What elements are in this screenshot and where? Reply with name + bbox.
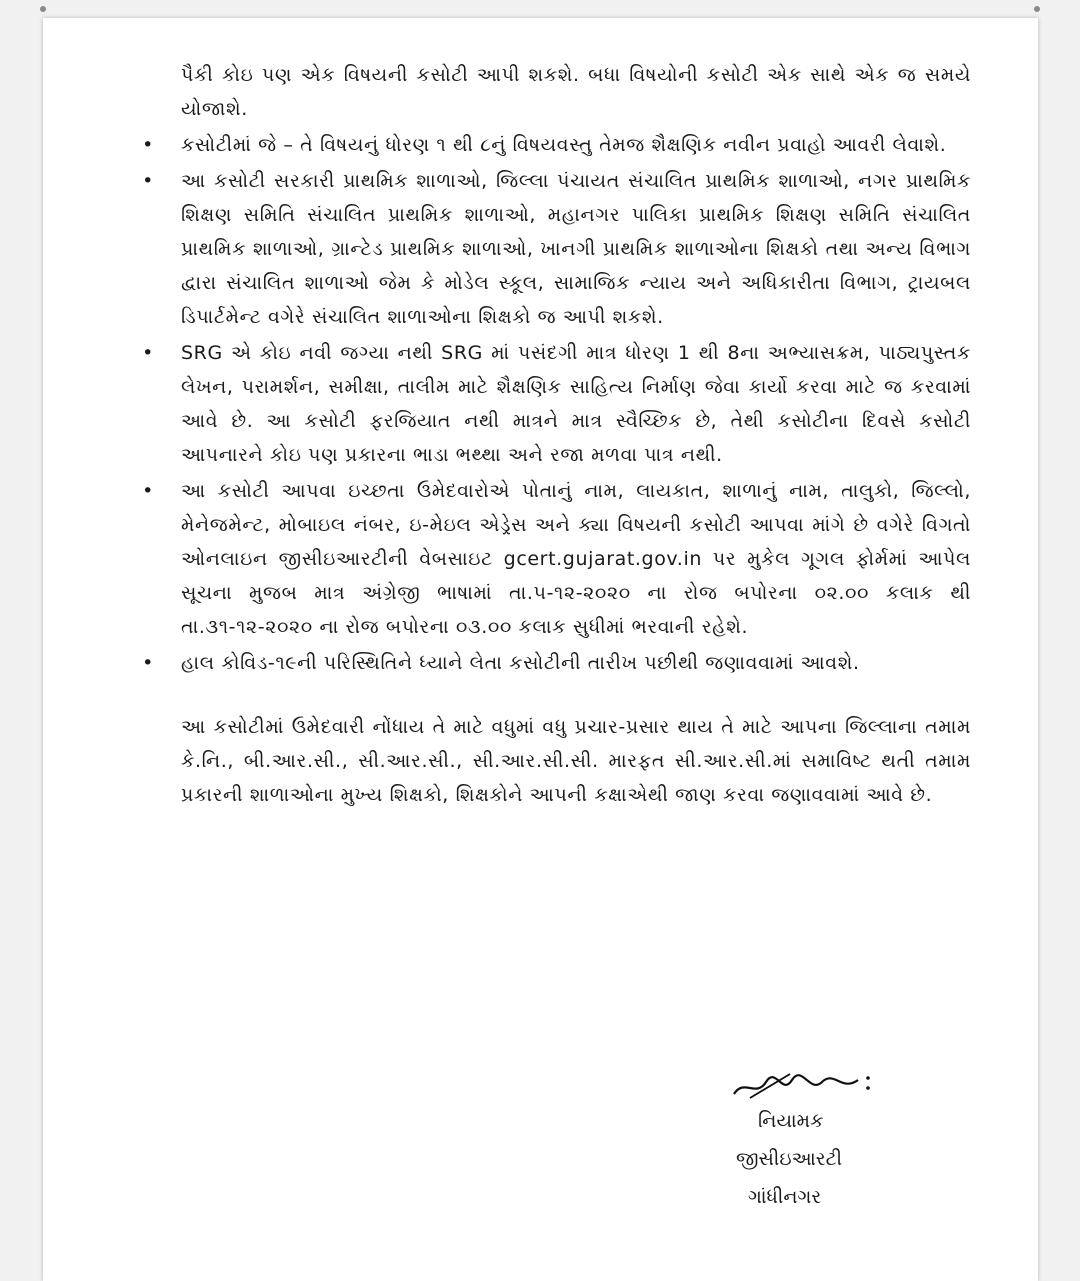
bullet-icon: • (142, 652, 154, 674)
list-item-text: આ કસોટી આપવા ઇચ્છતા ઉમેદવારોએ પોતાનું નામ, લાયકાત, શાળાનું નામ, તાલુકો, જિલ્લો, મેનેજમેન્ટ, મોબાઇલ નંબર, ઇ-મેઇલ એડ્રેસ અને ક્યા વિષયની કસોટી આપવા માંગે છે વગેરે વિગતો ઓનલાઇન જીસીઇઆરટીની વેબસાઇટ gcert.gujarat.gov.in પર મુકેલ ગૂગલ ફોર્મમાં આપેલ સૂચના મુજબ માત્ર અંગ્રેજી ભાષામાં તા.૫-૧૨-૨૦૨૦ ના રોજ બપોરના ૦૨.૦૦ કલાક થી તા.૩૧-૧૨-૨૦૨૦ ના રોજ બપોરના ૦૩.૦૦ કલાક સુધીમાં ભરવાની રહેશે. (181, 480, 971, 638)
document-body (142, 58, 971, 831)
bullet-icon: • (142, 170, 154, 192)
signature-block (730, 1068, 950, 1216)
bullet-icon: • (142, 134, 154, 156)
signatory-title: નિયામક (758, 1110, 824, 1132)
signature-scribble-icon (730, 1068, 880, 1102)
bullet-list (142, 128, 971, 680)
list-item (142, 646, 971, 680)
top-bar (0, 0, 1080, 18)
closing-paragraph: આ કસોટીમાં ઉમેદવારી નોંધાય તે માટે વધુમાં વધુ પ્રચાર-પ્રસાર થાય તે માટે આપના જિલ્લાના તમામ કે.નિ., બી.આર.સી., સી.આર.સી., સી.આર.સી.સી. મારફત સી.આર.સી.માં સમાવિષ્ટ થતી તમામ પ્રકારની શાળાઓના મુખ્ય શિક્ષકો, શિક્ષકોને આપની કક્ષાએથી જાણ કરવા જણાવવામાં આવે છે. (181, 716, 971, 806)
list-item (142, 164, 971, 334)
status-dot (1034, 6, 1040, 12)
list-item-text: આ કસોટી સરકારી પ્રાથમિક શાળાઓ, જિલ્લા પંચાયત સંચાલિત પ્રાથમિક શાળાઓ, નગર પ્રાથમિક શિક્ષણ સમિતિ સંચાલિત પ્રાથમિક શાળાઓ, મહાનગર પાલિકા પ્રાથમિક શિક્ષણ સમિતિ સંચાલિત પ્રાથમિક શાળાઓ, ગ્રાન્ટેડ પ્રાથમિક શાળાઓ, ખાનગી પ્રાથમિક શાળાઓના શિક્ષકો તથા અન્ય વિભાગ દ્વારા સંચાલિત શાળાઓ જેમ કે મોડેલ સ્કૂલ, સામાજિક ન્યાય અને અધિકારીતા વિભાગ, ટ્રાયબલ ડિપાર્ટમેન્ટ વગેરે સંચાલિત શાળાઓના શિક્ષકો જ આપી શકશે. (181, 170, 971, 328)
bullet-icon: • (142, 342, 154, 364)
bullet-icon: • (142, 480, 154, 502)
status-dot (40, 6, 46, 12)
signatory-city: ગાંધીનગર (748, 1186, 822, 1208)
list-item-text: કસોટીમાં જે – તે વિષયનું ધોરણ ૧ થી ૮નું વિષયવસ્તુ તેમજ શૈક્ષણિક નવીન પ્રવાહો આવરી લેવાશે. (181, 134, 947, 156)
list-item (142, 474, 971, 644)
list-item-text: હાલ કોવિડ-૧૯ની પરિસ્થિતિને ધ્યાને લેતા કસોટીની તારીખ પછીથી જણાવવામાં આવશે. (181, 652, 860, 674)
opening-paragraph: પૈકી કોઇ પણ એક વિષયની કસોટી આપી શકશે. બધા વિષયોની કસોટી એક સાથે એક જ સમયે યોજાશે. (181, 64, 971, 120)
list-item (142, 128, 971, 162)
signatory-organization: જીસીઇઆરટી (736, 1148, 843, 1170)
list-item-text: SRG એ કોઇ નવી જગ્યા નથી SRG માં પસંદગી માત્ર ધોરણ 1 થી 8ના અભ્યાસક્રમ, પાઠ્યપુસ્તક લેખન, પરામર્શન, સમીક્ષા, તાલીમ માટે શૈક્ષણિક સાહિત્ય નિર્માણ જેવા કાર્યો કરવા માટે જ કરવામાં આવે છે. આ કસોટી ફરજિયાત નથી માત્રને માત્ર સ્વૈચ્છિક છે, તેથી કસોટીના દિવસે કસોટી આપનારને કોઇ પણ પ્રકારના ભાડા ભથ્થા અને રજા મળવા પાત્ર નથી. (181, 342, 971, 466)
list-item (142, 336, 971, 472)
